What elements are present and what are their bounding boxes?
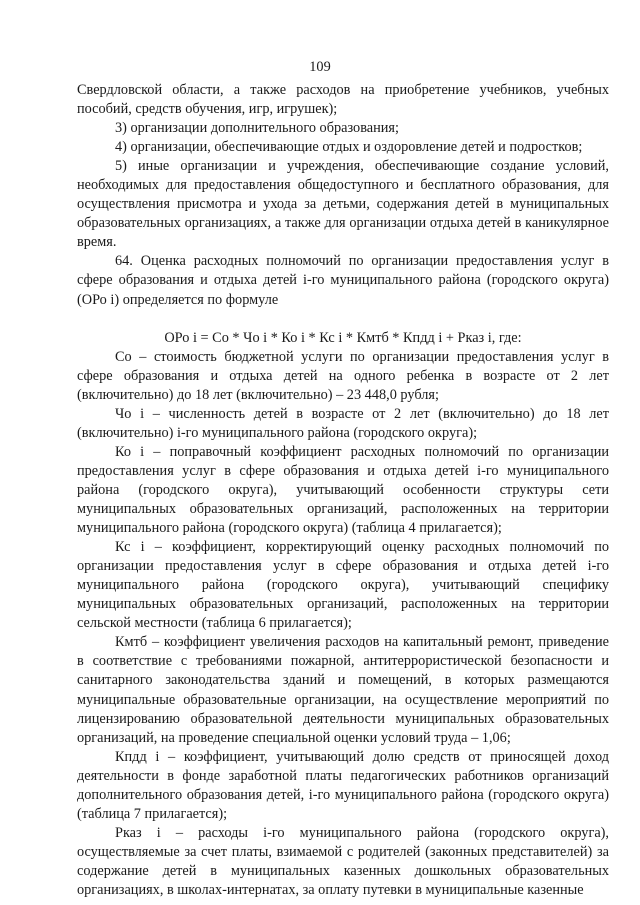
list-item-4: 4) организации, обеспечивающие отдых и оздоровление детей и подростков; (115, 139, 583, 156)
definition-kmtb: Кмтб – коэффициент увеличения расходов на капитальный ремонт, приведение в соответствие с требованиями пожарной, антитеррористической безопасности и санитарного законодательства зданий и помещений, в которых размещаются муниципальные образовательные организации, на осуществление мероприятий по лицензированию образовательной деятельности муниципальных образовательных организаций, на проведение специальной оценки условий труда – 1,06; (77, 634, 609, 746)
list-item-5: 5) иные организации и учреждения, обеспечивающие создание условий, необходимых для предоставления общедоступного и бесплатного образования, для осуществления присмотра и ухода за детьми, содержания детей в муниципальных образовательных организациях, а также для организации отдыха детей в каникулярное время. (77, 158, 609, 251)
clause-64: 64. Оценка расходных полномочий по организации предоставления услуг в сфере образования и отдыха детей i-го муниципального района (городского округа) (ОРо i) определяется по формуле (77, 253, 609, 308)
list-item-3: 3) организации дополнительного образования; (115, 120, 399, 137)
page-number: 109 (309, 59, 331, 75)
definition-kpdd: Кпдд i – коэффициент, учитывающий долю средств от приносящей доход деятельности в фонде заработной платы педагогических работников организаций дополнительного образования детей, i-го муниципального района (городского округа) (таблица 7 прилагается); (77, 748, 609, 822)
definition-co: Со – стоимость бюджетной услуги по организации предоставления услуг в сфере образования и отдыха детей на одного ребенка в возрасте от 2 лет (включительно) до 18 лет (включительно) – 23 448,0 рубля; (77, 348, 609, 403)
definition-ks: Кс i – коэффициент, корректирующий оценку расходных полномочий по организации предоставления услуг в сфере образования и отдыха детей i-го муниципального района (городского округа), учитывающий специфику муниципальных образовательных организаций, расположенных на территории сельской местности (таблица 6 прилагается); (77, 539, 609, 632)
definition-cho: Чо i – численность детей в возрасте от 2 лет (включительно) до 18 лет (включительно) i-го муниципального района (городского округа); (77, 405, 609, 441)
definition-ko: Ко i – поправочный коэффициент расходных полномочий по организации предоставления услуг в сфере образования и отдыха детей i-го муниципального района (городского округа), учитывающий особенности структуры сети муниципальных образовательных организаций, расположенных на территории муниципального района (городского округа) (таблица 4 прилагается); (77, 443, 609, 537)
document-body (77, 81, 609, 900)
paragraph-continuation: Свердловской области, а также расходов на приобретение учебников, учебных пособий, средств обучения, игр, игрушек); (77, 82, 609, 118)
definition-rkaz: Рказ i – расходы i-го муниципального района (городского округа), осуществляемые за счет платы, взимаемой с родителей (законных представителей) за содержание детей в муниципальных казенных дошкольных образовательных организациях, в школах-интернатах, за оплату путевки в муниципальные казенные (77, 824, 609, 898)
formula: ОРо i = Со * Чо i * Ко i * Кс i * Кмтб * Кпдд i + Рказ i, где: (164, 329, 522, 346)
